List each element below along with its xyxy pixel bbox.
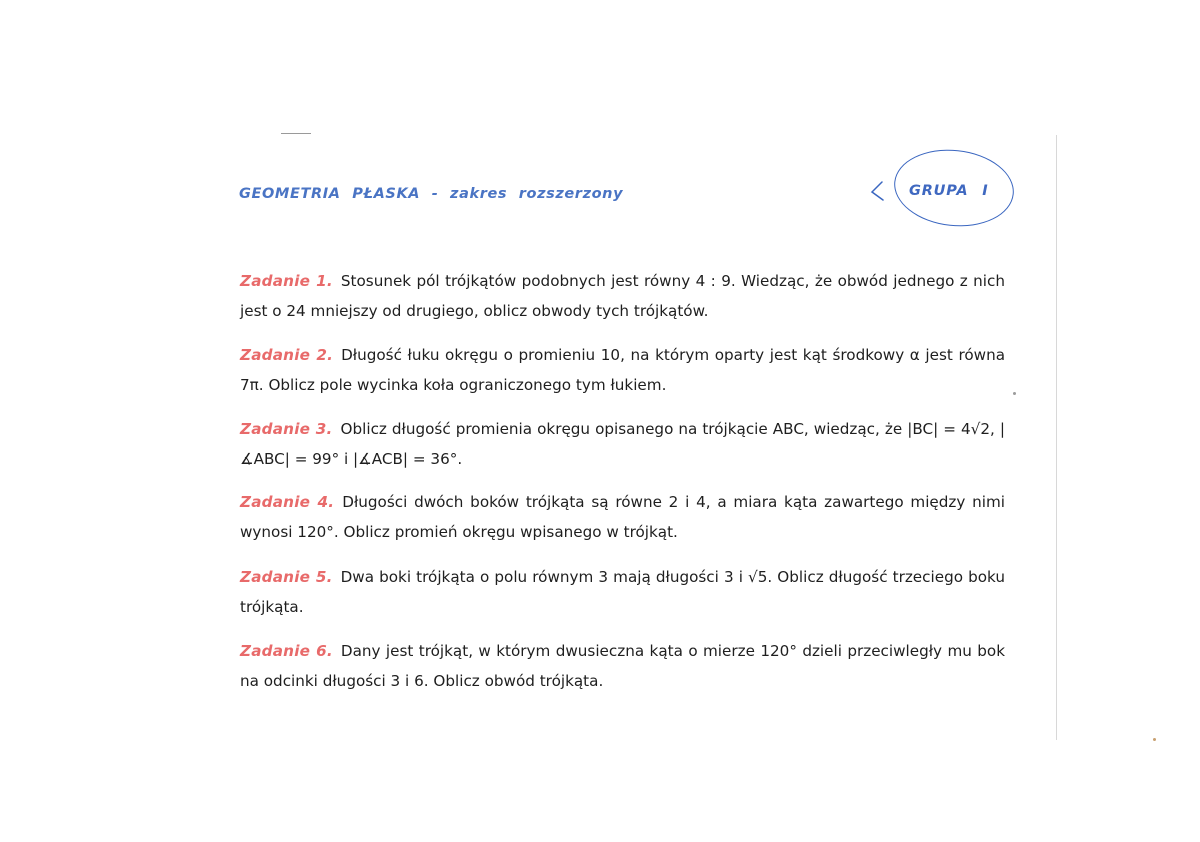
group-label: GRUPA I	[909, 183, 989, 199]
task-item	[240, 562, 1005, 622]
task-label: Zadanie 4.	[240, 493, 335, 511]
handwritten-tick-mark	[870, 180, 884, 202]
task-text: Długość łuku okręgu o promieniu 10, na którym oparty jest kąt środkowy α jest równa 7π. Oblicz pole wycinka koła ograniczonego tym łukiem.	[240, 346, 1005, 394]
task-text: Stosunek pól trójkątów podobnych jest równy 4 : 9. Wiedząc, że obwód jednego z nich jest o 24 mniejszy od drugiego, oblicz obwody tych trójkątów.	[240, 272, 1005, 320]
task-label: Zadanie 1.	[240, 272, 333, 290]
task-text: Długości dwóch boków trójkąta są równe 2 i 4, a miara kąta zawartego między nimi wynosi 120°. Oblicz promień okręgu wpisanego w trójkąt.	[240, 493, 1005, 541]
task-text: Dany jest trójkąt, w którym dwusieczna kąta o mierze 120° dzieli przeciwległy mu bok na odcinki długości 3 i 6. Oblicz obwód trójkąta.	[240, 642, 1005, 690]
task-item	[240, 414, 1005, 474]
task-label: Zadanie 6.	[240, 642, 333, 660]
task-item	[240, 266, 1005, 326]
task-text: Oblicz długość promienia okręgu opisanego na trójkącie ABC, wiedząc, że |BC| = 4√2, |∡ABC| = 99° i |∡ACB| = 36°.	[240, 420, 1005, 468]
task-item	[240, 636, 1005, 696]
page-edge	[1056, 135, 1057, 740]
page-title: GEOMETRIA PŁASKA - zakres rozszerzony	[239, 186, 624, 202]
task-text: Dwa boki trójkąta o polu równym 3 mają długości 3 i √5. Oblicz długość trzeciego boku trójkąta.	[240, 568, 1005, 616]
scan-speck	[1013, 392, 1016, 395]
task-item	[240, 487, 1005, 547]
task-item	[240, 340, 1005, 400]
scan-speck	[1153, 738, 1156, 741]
task-label: Zadanie 2.	[240, 346, 334, 364]
scan-mark	[281, 133, 311, 134]
task-label: Zadanie 3.	[240, 420, 333, 438]
task-label: Zadanie 5.	[240, 568, 333, 586]
